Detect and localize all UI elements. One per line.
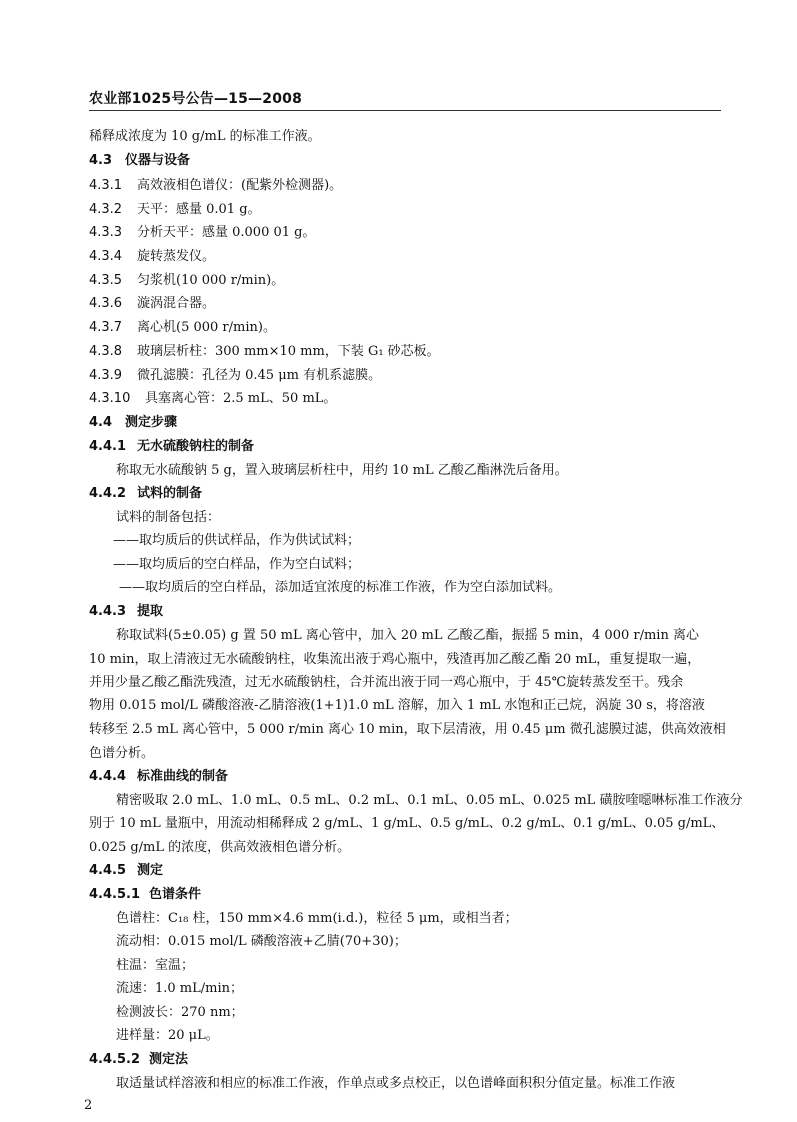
paragraph-line: 别于 10 mL 量瓶中，用流动相稀释成 2 g/mL、1 g/mL、0.5 g/mL、0.2 g/mL、0.1 g/mL、0.05 g/mL、 [89, 816, 725, 831]
item-text: 具塞离心管：2.5 mL、50 mL。 [145, 391, 337, 406]
paragraph-line: 称取试料(5±0.05) g 置 50 mL 离心管中，加入 20 mL 乙酸乙酯，振摇 5 min，4 000 r/min 离心 [116, 628, 699, 643]
item-number: 4.3.6 [89, 296, 123, 311]
item-number: 4.3.8 [89, 344, 123, 359]
paragraph-line: 0.025 g/mL 的浓度，供高效液相色谱分析。 [89, 840, 351, 855]
page-header: 农业部1025号公告—15—2008 [89, 91, 303, 107]
item-text: 高效液相色谱仪：(配紫外检测器)。 [137, 178, 343, 193]
dash-list-item: ——取均质后的空白样品，添加适宜浓度的标准工作液，作为空白添加试料。 [119, 580, 562, 595]
section-heading [89, 414, 735, 432]
item-text: 离心机(5 000 r/min)。 [137, 320, 276, 335]
section-number: 4.4.3 [89, 604, 127, 619]
paragraph-line: 稀释成浓度为 10 g/mL 的标准工作液。 [89, 129, 321, 144]
list-item [89, 319, 735, 337]
item-number: 4.3.1 [89, 178, 123, 193]
list-item [89, 248, 735, 266]
page-number: 2 [84, 1098, 93, 1113]
subsection-heading [89, 862, 735, 880]
dash-list-item: ——取均质后的供试样品，作为供试试料； [113, 533, 361, 548]
list-item [89, 343, 735, 361]
item-number: 4.3.7 [89, 320, 123, 335]
list-item [89, 390, 735, 408]
item-text: 匀浆机(10 000 r/min)。 [137, 273, 285, 288]
paragraph-line: 并用少量乙酸乙酯洗残渣，过无水硫酸钠柱，合并流出液于同一鸡心瓶中，于 45℃旋转蒸发至干。残余 [89, 675, 684, 690]
paragraph-line: 10 min，取上清液过无水硫酸钠柱，收集流出液于鸡心瓶中，残渣再加乙酸乙酯 20 mL，重复提取一遍， [89, 652, 701, 667]
section-title: 试料的制备 [137, 486, 203, 501]
section-title: 测定法 [149, 1052, 189, 1067]
condition-line: 流速：1.0 mL/min； [116, 981, 244, 996]
condition-line: 进样量：20 μL。 [116, 1028, 219, 1043]
subsection-heading [89, 1051, 735, 1069]
item-text: 天平：感量 0.01 g。 [137, 202, 261, 217]
paragraph-line: 精密吸取 2.0 mL、1.0 mL、0.5 mL、0.2 mL、0.1 mL、0.05 mL、0.025 mL 磺胺喹噁啉标准工作液分 [116, 793, 743, 808]
subsection-heading [89, 485, 735, 503]
item-text: 漩涡混合器。 [137, 296, 216, 311]
section-number: 4.4.5.2 [89, 1052, 140, 1067]
section-number: 4.4.2 [89, 486, 127, 501]
condition-line: 检测波长：270 nm； [116, 1005, 244, 1020]
section-title: 测定 [137, 863, 164, 878]
list-item [89, 177, 735, 195]
paragraph-line: 转移至 2.5 mL 离心管中，5 000 r/min 离心 10 min，取下层清液，用 0.45 μm 微孔滤膜过滤，供高效液相 [89, 722, 726, 737]
list-item [89, 367, 735, 385]
subsection-heading [89, 603, 735, 621]
dash-list-item: ——取均质后的空白样品，作为空白试料； [113, 557, 361, 572]
section-number: 4.4.1 [89, 439, 127, 454]
item-text: 微孔滤膜：孔径为 0.45 μm 有机系滤膜。 [137, 368, 382, 383]
list-item [89, 201, 735, 219]
condition-line: 色谱柱：C₁₈ 柱，150 mm×4.6 mm(i.d.)，粒径 5 μm，或相当者； [116, 911, 518, 926]
subsection-heading [89, 438, 735, 456]
item-text: 分析天平：感量 0.000 01 g。 [137, 225, 316, 240]
item-number: 4.3.9 [89, 368, 123, 383]
section-number: 4.4.4 [89, 769, 127, 784]
section-number: 4.3 [89, 153, 113, 168]
section-title: 色谱条件 [149, 887, 202, 902]
item-number: 4.3.5 [89, 273, 123, 288]
section-title: 测定步骤 [125, 415, 178, 430]
subsection-heading [89, 886, 735, 904]
section-title: 无水硫酸钠柱的制备 [137, 439, 255, 454]
section-title: 仪器与设备 [125, 153, 191, 168]
header-rule [89, 110, 721, 111]
section-title: 标准曲线的制备 [137, 769, 229, 784]
list-item [89, 272, 735, 290]
paragraph-line: 取适量试样溶液和相应的标准工作液，作单点或多点校正，以色谱峰面积积分值定量。标准工作液 [116, 1076, 676, 1091]
item-number: 4.3.3 [89, 225, 123, 240]
section-number: 4.4 [89, 415, 113, 430]
condition-line: 流动相：0.015 mol/L 磷酸溶液+乙腈(70+30)； [116, 934, 407, 949]
paragraph-line: 试料的制备包括： [116, 510, 221, 525]
section-number: 4.4.5.1 [89, 887, 140, 902]
section-heading [89, 152, 735, 170]
paragraph-line: 称取无水硫酸钠 5 g，置入玻璃层析柱中，用约 10 mL 乙酸乙酯淋洗后备用。 [116, 463, 568, 478]
paragraph-line: 色谱分析。 [89, 746, 155, 761]
section-title: 提取 [137, 604, 164, 619]
section-number: 4.4.5 [89, 863, 127, 878]
condition-line: 柱温：室温； [116, 958, 195, 973]
item-number: 4.3.2 [89, 202, 123, 217]
item-text: 旋转蒸发仪。 [137, 249, 216, 264]
list-item [89, 295, 735, 313]
subsection-heading [89, 768, 735, 786]
paragraph-line: 物用 0.015 mol/L 磷酸溶液-乙腈溶液(1+1)1.0 mL 溶解，加入 1 mL 水饱和正己烷，涡旋 30 s，将溶液 [89, 698, 705, 713]
item-number: 4.3.4 [89, 249, 123, 264]
list-item [89, 224, 735, 242]
item-text: 玻璃层析柱：300 mm×10 mm，下装 G₁ 砂芯板。 [137, 344, 440, 359]
item-number: 4.3.10 [89, 391, 131, 406]
